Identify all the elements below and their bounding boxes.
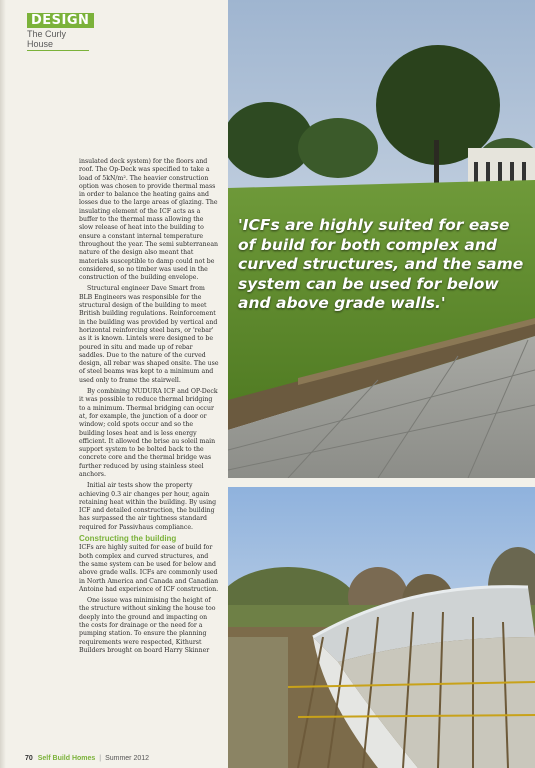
article-title: The Curly House	[27, 29, 89, 51]
paragraph: One issue was minimising the height of the structure without sinking the house too deeply into the ground and impacting on the costs for drainage or the need for a pumping station. To ensure the planning requirements were respected, Kithurst Builders brought on board Harry Skinner	[79, 597, 216, 654]
pull-quote: 'ICFs are highly suited for ease of build for both complex and curved structures, and the same system can be used for below and above grade walls.'	[238, 216, 524, 312]
paragraph: Structural engineer Dave Smart from BLB Engineers was responsible for the structural design of the building to meet British building regulations. Reinforcement in the building was provided by vertical and horizontal reinforcing steel bars, or 'rebar' as it is known. Lintels were designed to be poured in situ and made up of rebar saddles. Due to the nature of the curved design, all rebar was shaped onsite. The use of steel beams was kept to a minimum and used only to frame the stairwell.	[79, 285, 219, 384]
magazine-name: Self Build Homes	[37, 755, 96, 762]
construction-photo-image	[228, 487, 535, 768]
section-header	[27, 9, 94, 51]
page-number: 70	[25, 755, 33, 762]
subheading: Constructing the building	[79, 534, 177, 544]
body-column	[79, 158, 219, 655]
page-gutter	[0, 0, 6, 768]
paragraph: By combining NUDURA ICF and OP-Deck it was possible to reduce thermal bridging to a minimum. Thermal bridging can occur at, for example, the junction of a door or window; cold spots occur and so the building loses heat and is less energy efficient. It allowed the brise au soleil main support system to be bolted back to the concrete core and the thermal bridge was further reduced by using stainless steel anchors.	[79, 388, 218, 478]
issue-date: Summer 2012	[105, 755, 150, 762]
footer-separator: |	[99, 755, 102, 762]
paragraph: ICFs are highly suited for ease of build for both complex and curved structures, and the same system can be used for below and above grade walls. ICFs are commonly used in North America and Canada and Canadian Antoine had experience of ICF construction.	[79, 544, 219, 593]
page-footer	[25, 755, 149, 762]
paragraph: insulated deck system) for the floors and roof. The Op-Deck was specified to take a load of 5kN/m². The heavier construction option was chosen to provide thermal mass in order to balance the heating gains and losses due to the large areas of glazing. The insulating element of the ICF acts as a buffer to the thermal mass allowing the slow release of heat into the building to ensure a constant internal temperature throughout the year. The semi subterranean nature of the design also meant that materials susceptible to damp could not be considered, so no timber was used in the construction of the building envelope.	[79, 158, 218, 282]
section-label: DESIGN	[27, 13, 94, 28]
paragraph: Initial air tests show the property achieving 0.3 air changes per hour, again retaining heat within the building. By using ICF and detailed construction, the building has surpassed the air tightness standard required for Passivhaus compliance.	[79, 482, 217, 531]
construction-photo	[228, 487, 535, 768]
